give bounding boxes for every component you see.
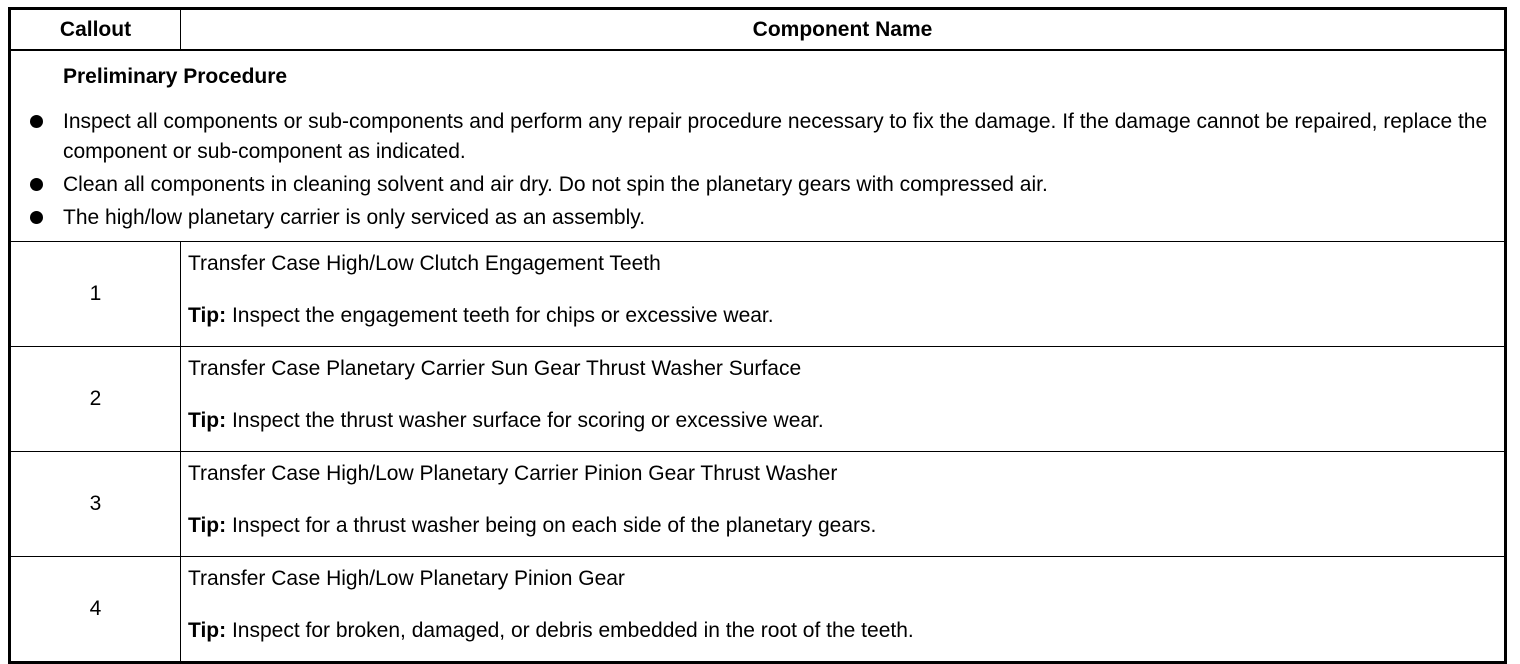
tip-line [188, 618, 1504, 644]
callout-number: 4 [10, 557, 181, 663]
callout-number: 2 [10, 347, 181, 452]
tip-label: Tip: [188, 304, 227, 327]
tip-line [188, 303, 1504, 329]
tip-label: Tip: [188, 409, 227, 432]
component-cell [181, 242, 1506, 347]
preliminary-bullet-text: Inspect all components or sub-components and perform any repair procedure necessary to fix the damage. If the damage cannot be repaired, replace the component or sub-component as indicated. [63, 110, 1488, 163]
tip-text: Inspect for broken, damaged, or debris embedded in the root of the teeth. [231, 619, 914, 642]
tip-text: Inspect for a thrust washer being on each side of the planetary gears. [231, 514, 877, 537]
preliminary-bullet-text: The high/low planetary carrier is only serviced as an assembly. [63, 206, 646, 229]
preliminary-bullet-item [11, 107, 1504, 167]
table-row [10, 557, 1506, 663]
table-row [10, 452, 1506, 557]
preliminary-title: Preliminary Procedure [63, 65, 288, 88]
component-cell [181, 557, 1506, 663]
component-cell [181, 452, 1506, 557]
tip-text: Inspect the engagement teeth for chips or excessive wear. [231, 304, 774, 327]
tip-label: Tip: [188, 619, 227, 642]
preliminary-bullet-text: Clean all components in cleaning solvent and air dry. Do not spin the planetary gears with compressed air. [63, 173, 1048, 196]
tip-line [188, 513, 1504, 539]
preliminary-bullet-item [11, 203, 1504, 233]
component-name: Transfer Case High/Low Planetary Carrier Pinion Gear Thrust Washer [188, 462, 838, 485]
bullet-dot-icon [30, 115, 43, 128]
table-row [10, 347, 1506, 452]
preliminary-bullet-item [11, 170, 1504, 200]
table-row [10, 242, 1506, 347]
component-name: Transfer Case Planetary Carrier Sun Gear Thrust Washer Surface [188, 357, 802, 380]
callout-number: 3 [10, 452, 181, 557]
tip-line [188, 408, 1504, 434]
component-name: Transfer Case High/Low Clutch Engagement Teeth [188, 252, 661, 275]
component-table [8, 7, 1507, 664]
bullet-dot-icon [30, 178, 43, 191]
component-cell [181, 347, 1506, 452]
preliminary-list [11, 107, 1504, 233]
preliminary-cell [10, 50, 1506, 242]
tip-label: Tip: [188, 514, 227, 537]
header-row [10, 9, 1506, 51]
callout-number: 1 [10, 242, 181, 347]
callout-column-header: Callout [10, 9, 181, 51]
preliminary-row [10, 50, 1506, 242]
bullet-dot-icon [30, 211, 43, 224]
component-name: Transfer Case High/Low Planetary Pinion Gear [188, 567, 625, 590]
component-name-column-header: Component Name [181, 9, 1506, 51]
tip-text: Inspect the thrust washer surface for scoring or excessive wear. [231, 409, 824, 432]
